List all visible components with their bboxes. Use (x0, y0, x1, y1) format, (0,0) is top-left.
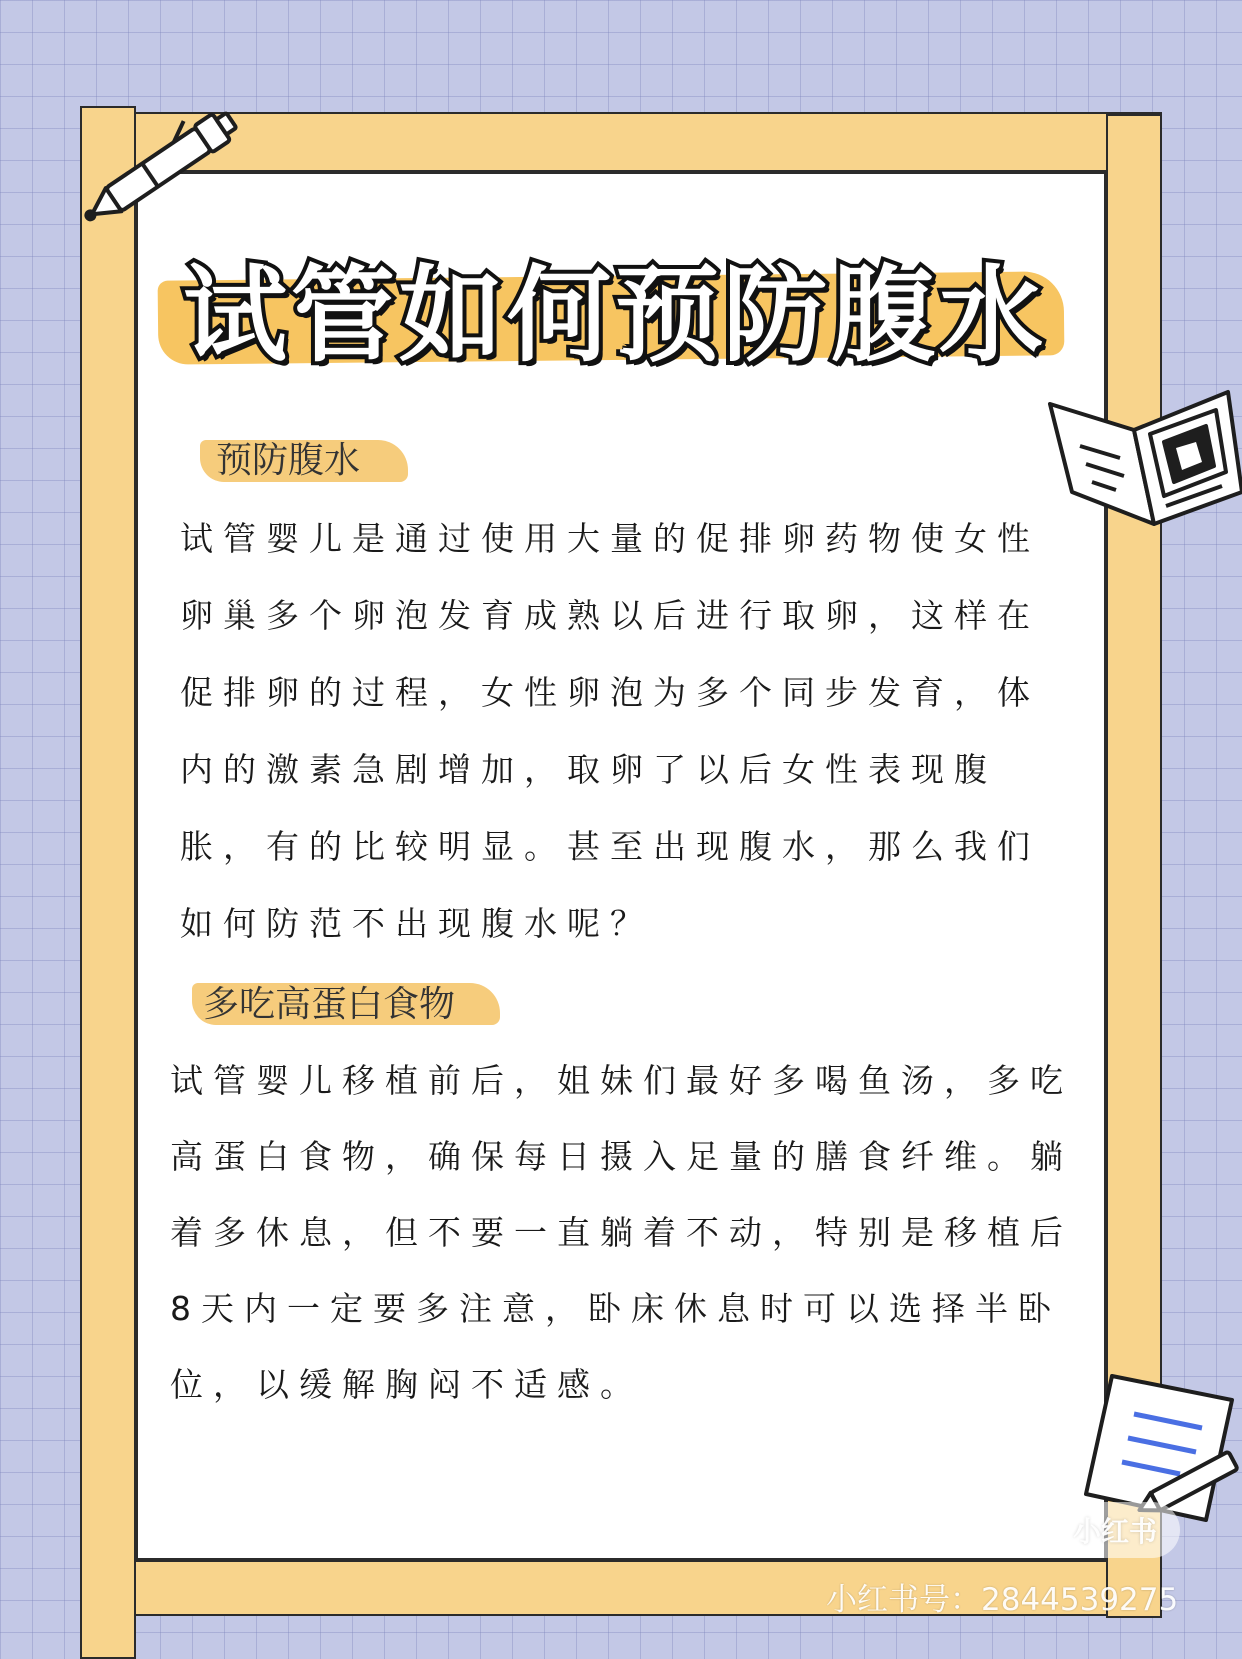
section-1-heading: 预防腹水 (216, 440, 361, 481)
xiaohongshu-logo-text: 小红书 (1072, 1515, 1157, 1548)
account-watermark: 小红书号：2844539275 (826, 1582, 1179, 1618)
section-2-heading: 多吃高蛋白食物 (203, 984, 456, 1025)
section-1-body: 试管婴儿是通过使用大量的促排卵药物使女性卵巢多个卵泡发育成熟以后进行取卵，这样在促排卵的过程，女性卵泡为多个同步发育，体内的激素急剧增加，取卵了以后女性表现腹胀，有的比较明显。甚至出现腹水，那么我们如何防范不出现腹水呢？ (180, 519, 1040, 943)
page-title: 试管如何预防腹水 (182, 254, 1047, 376)
section-2-body: 试管婴儿移植前后，姐妹们最好多喝鱼汤，多吃高蛋白食物，确保每日摄入足量的膳食纤维。躺着多休息，但不要一直躺着不动，特别是移植后8天内一定要多注意，卧床休息时可以选择半卧位，以缓解胸闷不适感。 (170, 1061, 1073, 1404)
frame-left-bar (80, 106, 136, 1659)
xiaohongshu-logo-badge (1050, 1502, 1180, 1558)
title-banner (150, 240, 1080, 390)
pen-icon (70, 100, 260, 230)
